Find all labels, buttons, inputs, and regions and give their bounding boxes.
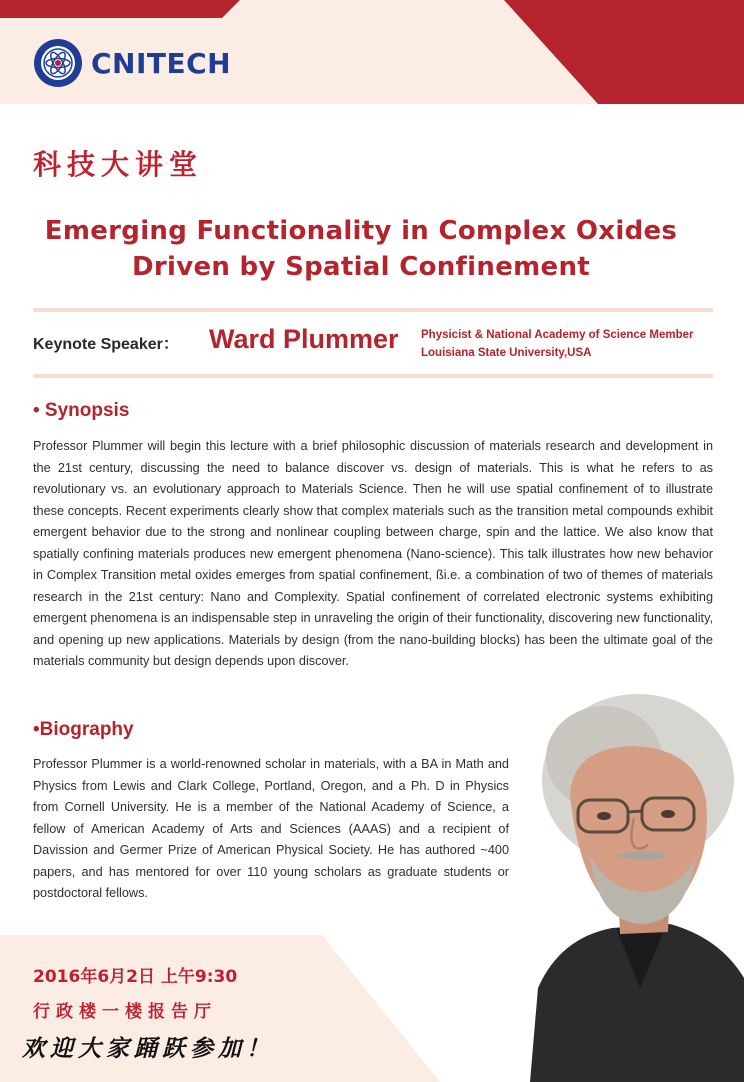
keynote-row xyxy=(33,323,723,363)
synopsis-heading: • Synopsis xyxy=(33,400,130,421)
keynote-label: Keynote Speaker： xyxy=(33,336,179,353)
speaker-photo xyxy=(520,688,744,1082)
logo-text: CNITECH xyxy=(91,46,232,80)
talk-title-line2: Driven by Spatial Confinement xyxy=(132,252,590,282)
speaker-name: Ward Plummer xyxy=(209,324,399,354)
header-red-corner xyxy=(504,0,744,104)
synopsis-text: Professor Plummer will begin this lecture with a brief philosophic discussion of materials research and development in the 21st century, discussing the need to balance discover vs. design of materials. This is what he refers to as revolutionary vs. an evolutionary approach to Materials Science. Then he will use spatial confinement of to illustrate these concepts. Recent experiments clearly show that complex materials such as the transition metal compounds exhibit emergent behavior due to the strong and nonlinear coupling between charge, spin and the lattice. We also know that spatially confining materials produces new emergent phenomena (Nano-science). This talk illustrates how new behavior in Complex Transition metal oxides emerges from spatial confinement, ßi.e. a combination of two of themes of materials research in the 21st century: Nano and Complexity. Spatial confinement of correlated electronic systems exhibiting emergent phenomena is an indispensable step in unraveling the origin of their functionality, discovering new functionality, and opening up new applications. Materials by design (from the nano-building blocks) has been the ultimate goal of the materials community but design depends upon discover. xyxy=(33,439,713,668)
institute-seal-icon xyxy=(33,38,83,88)
affiliation-line2: Louisiana State University,USA xyxy=(421,347,592,359)
divider-top xyxy=(33,308,713,312)
speaker-affiliation xyxy=(421,326,693,362)
welcome-message: 欢迎大家踊跃参加！ xyxy=(22,1035,274,1062)
lecture-series-title: 科技大讲堂 xyxy=(33,148,204,181)
logo xyxy=(33,38,231,88)
talk-title-line1: Emerging Functionality in Complex Oxides xyxy=(44,216,678,246)
affiliation-line1: Physicist & National Academy of Science Member xyxy=(421,329,694,341)
biography-text: Professor Plummer is a world-renowned scholar in materials, with a BA in Math and Physics from Lewis and Clark College, Portland, Oregon, and a Ph. D in Physics from Cornell University. He is a member of the National Academy of Science, a fellow of American Academy of Arts and Sciences (AAAS) and a recipient of Davission and Germer Prize of American Physical Society. He has authored ~400 papers, and has mentored for over 110 young scholars as graduate students or postdoctoral fellows. xyxy=(33,757,509,900)
biography-heading: •Biography xyxy=(33,719,134,740)
divider-bottom xyxy=(33,374,713,378)
event-location: 行政楼一楼报告厅 xyxy=(33,1002,217,1022)
talk-title xyxy=(0,213,722,285)
event-datetime: 2016年6月2日 上午9:30 xyxy=(33,967,238,987)
